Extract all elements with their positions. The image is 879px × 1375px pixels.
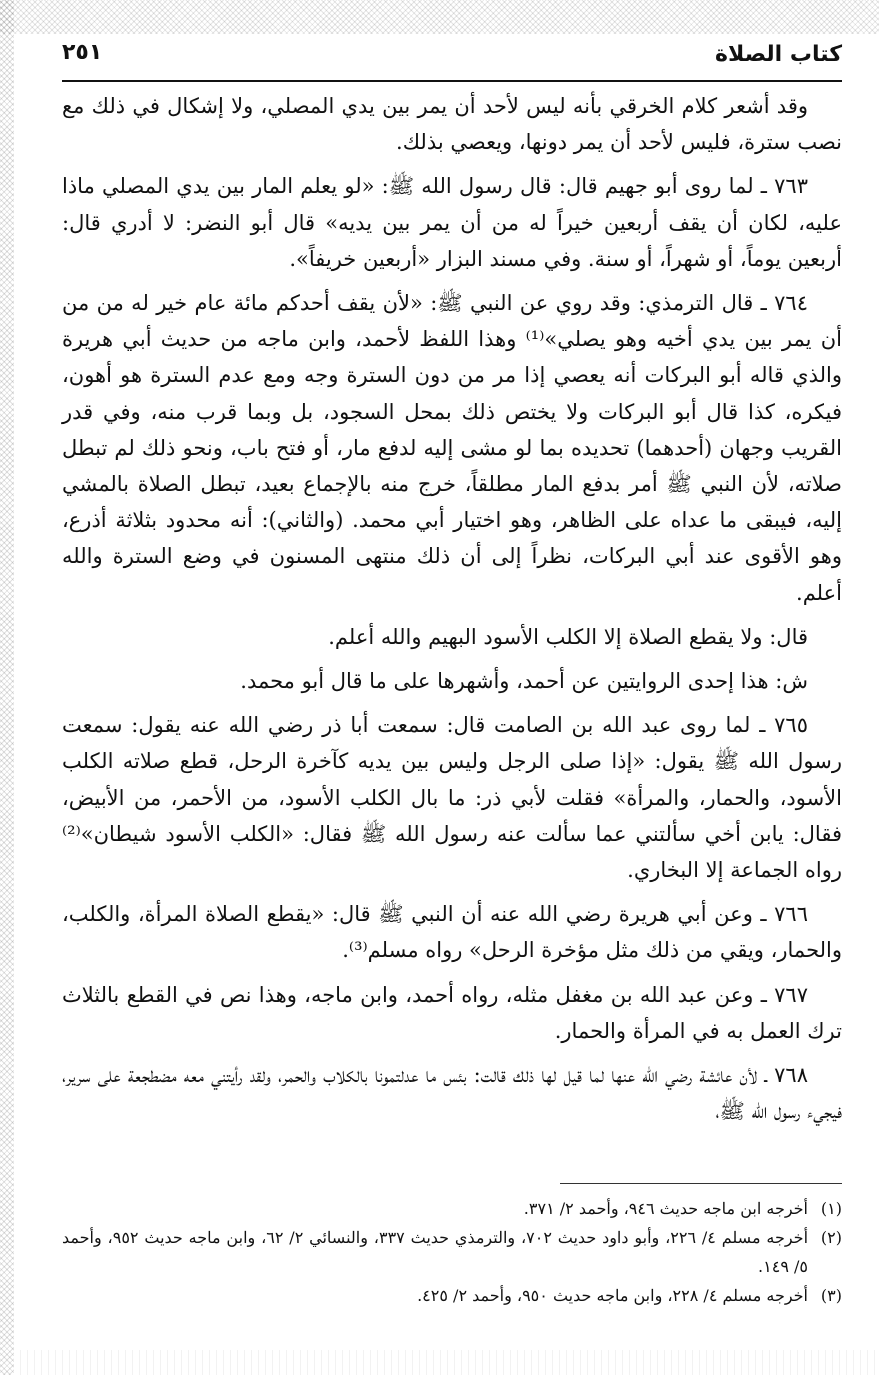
paragraph-767: ٧٦٧ ـ وعن عبد الله بن مغفل مثله، رواه أحمد، وابن ماجه، وهذا نص في القطع بالثلاث ترك العمل به في المرأة والحمار. [62, 982, 842, 1043]
paragraph-766: ٧٦٦ ـ وعن أبي هريرة رضي الله عنه أن النبي ﷺ قال: «يقطع الصلاة المرأة، والكلب، والحمار، ويقي من ذلك مثل مؤخرة الرحل» رواه مسلم⁽³⁾. [62, 902, 842, 963]
footnote-text: أخرجه ابن ماجه حديث ٩٤٦، وأحمد ٢/ ٣٧١. [523, 1199, 808, 1218]
paragraph-763: ٧٦٣ ـ لما روى أبو جهيم قال: قال رسول الله ﷺ: «لو يعلم المار بين يدي المصلي ماذا عليه، لكان أن يقف أربعين خيراً له من أن يمر بين يديه» قال أبو النضر: لا أدري قال: أربعين يوماً، أو شهراً، أو سنة. وفي مسند البزار «أربعين خريفاً». [62, 174, 842, 271]
footnote-text: أخرجه مسلم ٤/ ٢٢٦، وأبو داود حديث ٧٠٢، والترمذي حديث ٣٣٧، والنسائي ٢/ ٦٢، وابن ماجه حديث ٩٥٢، وأحمد ٥/ ١٤٩. [62, 1228, 809, 1276]
paragraph-sharh: ش: هذا إحدى الروايتين عن أحمد، وأشهرها على ما قال أبو محمد. [240, 669, 808, 694]
footnote-2 [62, 1223, 842, 1281]
top-decorative-border [0, 0, 879, 34]
page-header [62, 38, 842, 74]
footnote-number: (١) [820, 1199, 842, 1218]
header-rule [62, 80, 842, 82]
footnote-number: (٣) [820, 1286, 842, 1305]
left-decorative-border [0, 0, 14, 1375]
footnote-1 [62, 1194, 842, 1223]
paragraph-765: ٧٦٥ ـ لما روى عبد الله بن الصامت قال: سمعت أبا ذر رضي الله عنه يقول: سمعت رسول الله ﷺ يقول: «إذا صلى الرجل وليس بين يديه كآخرة الرحل، قطع صلاته الكلب الأسود، والحمار، والمرأة» فقلت لأبي ذر: ما بال الكلب الأسود، من الأحمر، من الأبيض، فقال: يابن أخي سألتني عما سألت عنه رسول الله ﷺ فقال: «الكلب الأسود شيطان»⁽²⁾ رواه الجماعة إلا البخاري. [62, 713, 842, 883]
footnote-text: أخرجه مسلم ٤/ ٢٢٨، وابن ماجه حديث ٩٥٠، وأحمد ٢/ ٤٢٥. [417, 1286, 808, 1305]
footnote-3 [62, 1281, 842, 1310]
page-number: ٢٥١ [62, 40, 103, 65]
paragraph-matn: قال: ولا يقطع الصلاة إلا الكلب الأسود البهيم والله أعلم. [328, 624, 808, 649]
footnote-rule [560, 1183, 842, 1184]
footnote-number: (٢) [820, 1228, 842, 1247]
paragraph-768: ٧٦٨ ـ لأن عائشة رضي الله عنها لما قيل لها ذلك قالت: بئس ما عدلتمونا بالكلاب والحمر، ولقد رأيتني معه مضطجعة على سرير، فيجيء رسول الله ﷺ، [62, 1063, 842, 1124]
paragraph-intro: وقد أشعر كلام الخرقي بأنه ليس لأحد أن يمر بين يدي المصلي، ولا إشكال في ذلك مع نصب سترة، فليس لأحد أن يمر دونها، ويعصي بذلك. [62, 94, 842, 155]
paragraph-764: ٧٦٤ ـ قال الترمذي: وقد روي عن النبي ﷺ: «لأن يقف أحدكم مائة عام خير له من من أن يمر بين يدي أخيه وهو يصلي»⁽¹⁾ وهذا اللفظ لأحمد، وابن ماجه من حديث أبي هريرة والذي قاله أبو البركات أنه يعصي إذا مر من دون السترة وجه ومع عدم السترة هو أهون، فيكره، كذا قال أبو البركات ولا يختص ذلك بمحل السجود، بل وبما قرب منه، وفي قدر القريب وجهان (أحدهما) تحديده بما لو مشى إليه لدفع مار، أو فتح باب، ونحو ذلك لم تبطل صلاته، لأن النبي ﷺ أمر بدفع المار مطلقاً، خرج منه بالإجماع بعيد، تبطل الصلاة بالمشي إليه، فيبقى ما عداه على الظاهر، وهو اختيار أبي محمد. (والثاني): أنه محدود بثلاثة أذرع، وهو الأقوى عند أبي البركات، نظراً إلى أن ذلك منتهى المسنون في وضع السترة والله أعلم. [62, 291, 842, 605]
body-text [62, 88, 842, 1137]
bottom-scan-noise [14, 1350, 879, 1375]
footnotes [62, 1194, 842, 1310]
running-title: كتاب الصلاة [715, 42, 842, 67]
